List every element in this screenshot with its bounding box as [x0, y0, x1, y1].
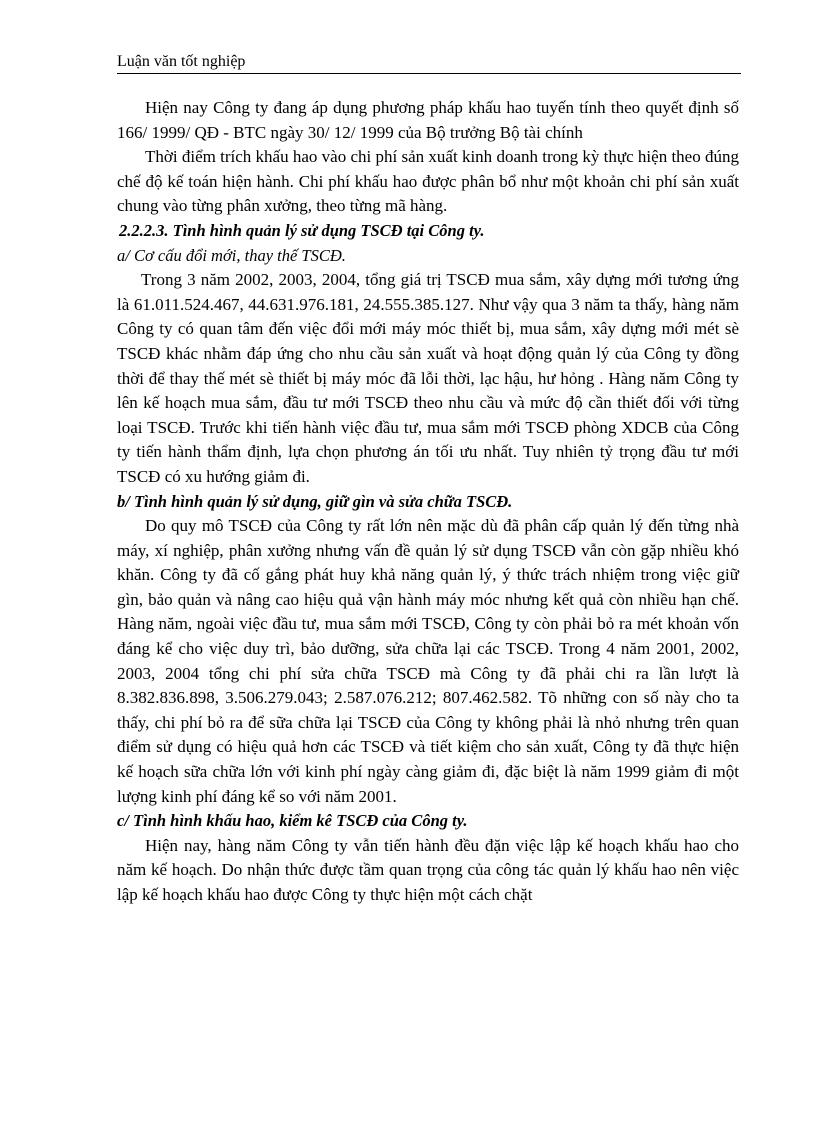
- paragraph-asset-investment: Trong 3 năm 2002, 2003, 2004, tổng giá trị TSCĐ mua sắm, xây dựng mới tương ứng là 61.011.524.467, 44.631.976.181, 24.555.385.127. Như vậy qua 3 năm ta thấy, hàng năm Công ty có quan tâm đến việc đổi mới máy móc thiết bị, mua sắm, xây dựng mới mét sè TSCĐ khác nhằm đáp ứng cho nhu cầu sản xuất và hoạt động quản lý của Công ty đồng thời để thay thế mét sè thiết bị máy móc đã lỗi thời, lạc hậu, hư hỏng . Hàng năm Công ty lên kế hoạch mua sắm, đầu tư mới TSCĐ theo nhu cầu và mức độ cần thiết đối với từng loại TSCĐ. Trước khi tiến hành việc đầu tư, mua sắm mới TSCĐ phòng XDCB của Công ty tiến hành thẩm định, lựa chọn phương án tối ưu nhất. Tuy nhiên tỷ trọng đầu tư mới TSCĐ có xu hướng giảm đi.: [117, 270, 739, 486]
- subsection-heading-c: c/ Tình hình khấu hao, kiểm kê TSCĐ của Công ty.: [117, 811, 468, 831]
- section-heading: 2.2.2.3. Tình hình quản lý sử dụng TSCĐ tại Công ty.: [119, 220, 485, 240]
- paragraph-asset-maintenance: Do quy mô TSCĐ của Công ty rất lớn nên mặc dù đã phân cấp quản lý đến từng nhà máy, xí nghiệp, phân xưởng nhưng vấn đề quản lý sử dụng TSCĐ vẫn còn gặp nhiều khó khăn. Công ty đã cố gắng phát huy khả năng quản lý, ý thức trách nhiệm trong việc giữ gìn, bảo quản và nâng cao hiệu quả vận hành máy móc nhưng kết quả còn nhiều hạn chế. Hàng năm, ngoài việc đầu tư, mua sắm mới TSCĐ, Công ty còn phải bỏ ra mét khoản vốn đáng kể cho việc duy trì, bảo dưỡng, sửa chữa lại các TSCĐ. Trong 4 năm 2001, 2002, 2003, 2004 tổng chi phí sửa chữa TSCĐ mà Công ty đã phải chi ra lần lượt là 8.382.836.898, 3.506.279.043; 2.587.076.212; 807.462.582. Tõ những con số này cho ta thấy, chi phí bỏ ra để sữa chữa lại TSCĐ của Công ty không phải là nhỏ nhưng trên quan điểm sử dụng có hiệu quả hơn các TSCĐ và tiết kiệm cho sản xuất, Công ty đã thực hiện kế hoạch sữa chữa lớn với kinh phí ngày càng giảm đi, đặc biệt là năm 1999 giảm đi một lượng kinh phí đáng kể so với năm 2001.: [117, 516, 739, 806]
- paragraph-depreciation-method: Hiện nay Công ty đang áp dụng phương pháp khấu hao tuyến tính theo quyết định số 166/ 1999/ QĐ - BTC ngày 30/ 12/ 1999 của Bộ trưởng Bộ tài chính: [117, 98, 739, 142]
- running-header: Luận văn tốt nghiệp: [117, 52, 741, 74]
- paragraph-depreciation-planning: Hiện nay, hàng năm Công ty vẫn tiến hành đều đặn việc lập kế hoạch khấu hao cho năm kế hoạch. Do nhận thức được tầm quan trọng của công tác quản lý khấu hao nên việc lập kế hoạch khấu hao được Công ty thực hiện một cách chặt: [117, 835, 739, 904]
- document-body: [117, 96, 739, 908]
- subsection-heading-a: a/ Cơ cấu đổi mới, thay thế TSCĐ.: [117, 245, 346, 265]
- subsection-heading-b: b/ Tình hình quản lý sử dụng, giữ gìn và sửa chữa TSCĐ.: [117, 491, 513, 511]
- paragraph-depreciation-timing: Thời điểm trích khấu hao vào chi phí sản xuất kinh doanh trong kỳ thực hiện theo đúng chế độ kế toán hiện hành. Chi phí khấu hao được phân bổ như một khoản chi phí sản xuất chung vào từng phân xưởng, theo từng mã hàng.: [117, 147, 739, 216]
